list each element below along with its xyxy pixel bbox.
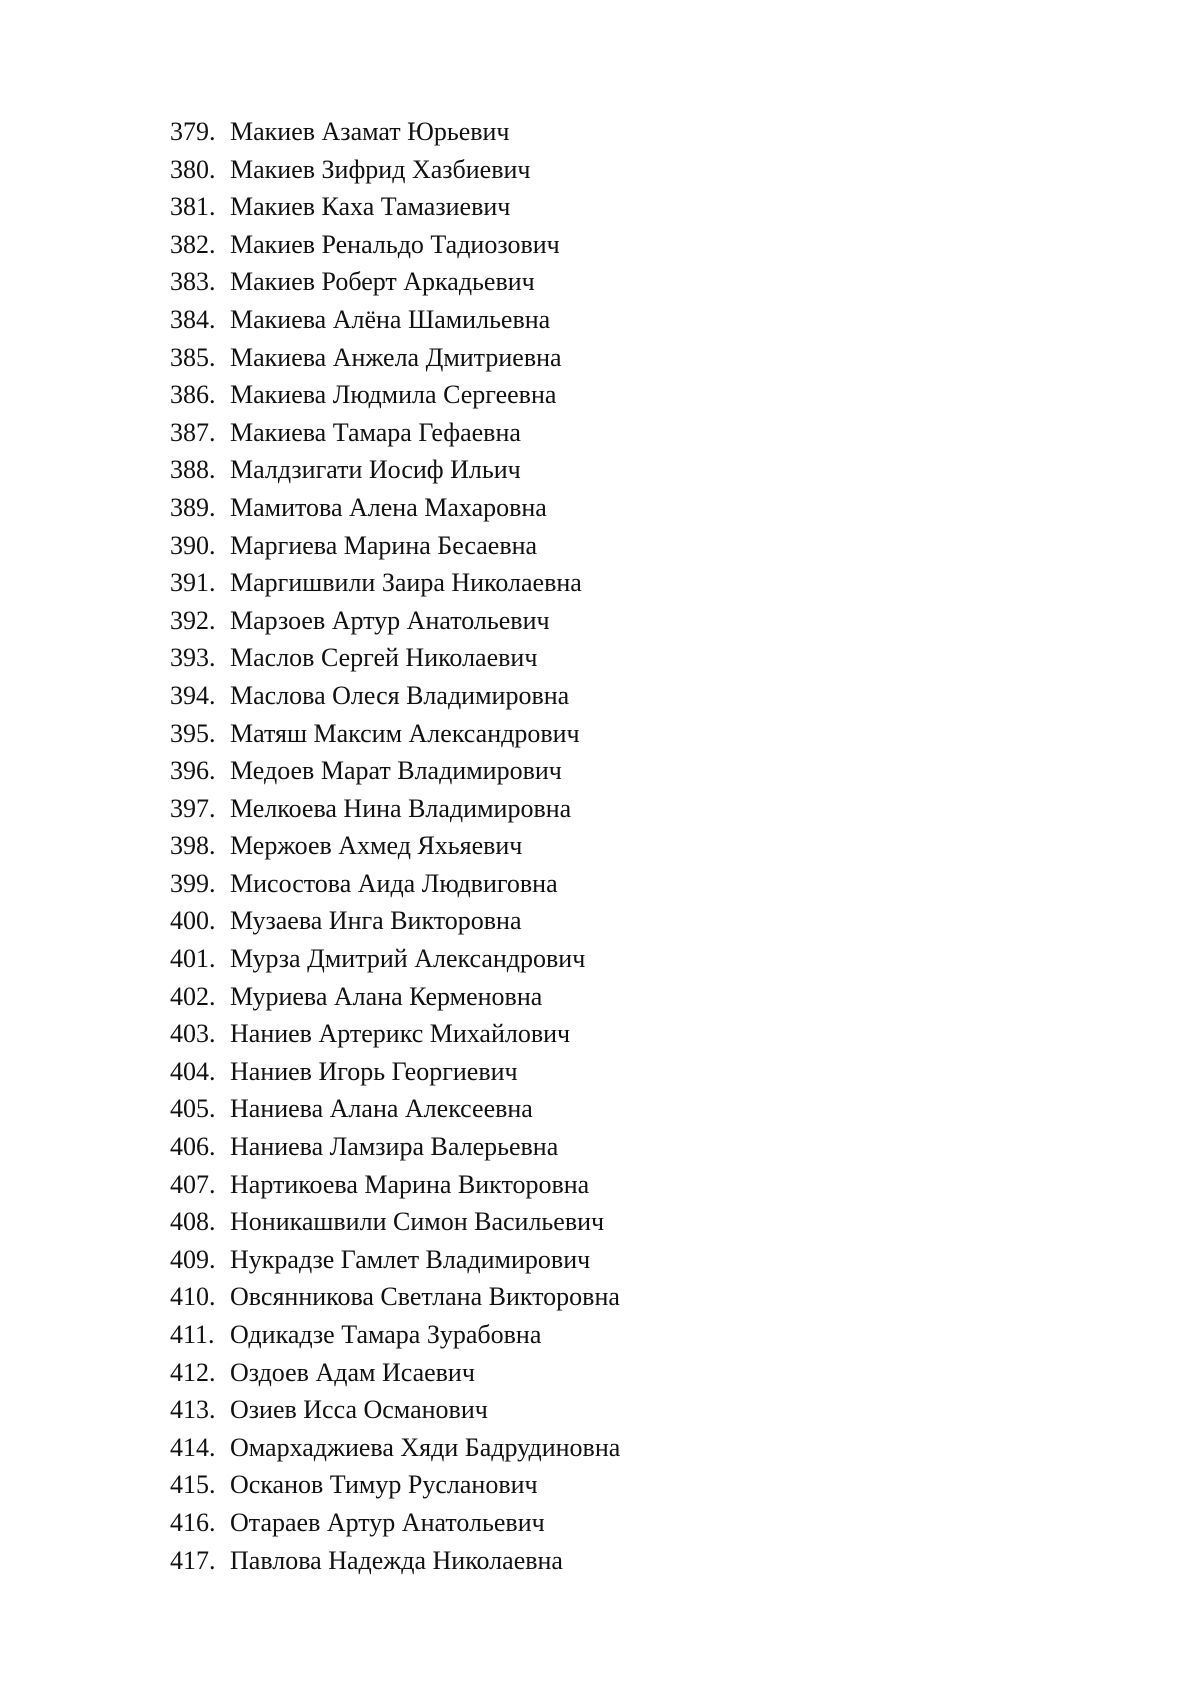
item-name: Макиев Каха Тамазиевич <box>230 192 511 222</box>
list-item <box>170 1128 620 1166</box>
list-item <box>170 1504 620 1542</box>
item-number: 403. <box>170 1019 216 1049</box>
item-number: 387. <box>170 417 216 447</box>
list-item <box>170 1090 620 1128</box>
item-number: 384. <box>170 304 216 334</box>
list-item <box>170 414 620 452</box>
item-number: 408. <box>170 1207 216 1237</box>
item-name: Наниева Алана Алексеевна <box>230 1094 533 1124</box>
item-name: Макиева Алёна Шамильевна <box>230 304 551 334</box>
list-item <box>170 1053 620 1091</box>
item-number: 390. <box>170 530 216 560</box>
item-name: Павлова Надежда Николаевна <box>230 1545 563 1575</box>
item-name: Омархаджиева Хяди Бадрудиновна <box>230 1432 621 1462</box>
item-name: Нукрадзе Гамлет Владимирович <box>230 1244 591 1274</box>
item-name: Мелкоева Нина Владимировна <box>230 793 572 823</box>
list-item <box>170 677 620 715</box>
item-name: Малдзигати Иосиф Ильич <box>230 455 521 485</box>
item-name: Макиев Роберт Аркадьевич <box>230 267 535 297</box>
item-name: Озиев Исса Османович <box>230 1395 488 1425</box>
item-number: 388. <box>170 455 216 485</box>
item-name: Марзоев Артур Анатольевич <box>230 605 550 635</box>
item-number: 407. <box>170 1169 216 1199</box>
list-item <box>170 940 620 978</box>
list-item <box>170 1542 620 1580</box>
item-number: 389. <box>170 492 216 522</box>
item-number: 381. <box>170 192 216 222</box>
item-number: 385. <box>170 342 216 372</box>
list-item <box>170 1316 620 1354</box>
item-name: Мержоев Ахмед Яхьяевич <box>230 831 523 861</box>
item-name: Макиев Азамат Юрьевич <box>230 117 510 146</box>
item-number: 416. <box>170 1507 216 1537</box>
item-name: Наниева Ламзира Валерьевна <box>230 1132 559 1162</box>
list-item <box>170 602 620 640</box>
item-number: 396. <box>170 756 216 786</box>
item-number: 383. <box>170 267 216 297</box>
list-item <box>170 263 620 301</box>
item-number: 417. <box>170 1545 216 1575</box>
item-name: Маргишвили Заира Николаевна <box>230 568 582 598</box>
list-item <box>170 1203 620 1241</box>
item-number: 382. <box>170 229 216 259</box>
item-number: 405. <box>170 1094 216 1124</box>
item-number: 379. <box>170 117 216 146</box>
item-name: Оздоев Адам Исаевич <box>230 1357 475 1387</box>
list-item <box>170 865 620 903</box>
item-name: Макиева Анжела Дмитриевна <box>230 342 562 372</box>
item-name: Наниев Артерикс Михайлович <box>230 1019 571 1049</box>
list-item <box>170 188 620 226</box>
item-name: Маслова Олеся Владимировна <box>230 680 570 710</box>
item-number: 404. <box>170 1056 216 1086</box>
list-item <box>170 902 620 940</box>
list-item <box>170 1391 620 1429</box>
item-number: 393. <box>170 643 216 673</box>
item-name: Макиева Тамара Гефаевна <box>230 417 521 447</box>
list-item <box>170 226 620 264</box>
item-name: Макиев Зифрид Хазбиевич <box>230 154 531 184</box>
item-name: Мамитова Алена Махаровна <box>230 492 547 522</box>
list-item <box>170 376 620 414</box>
item-number: 400. <box>170 906 216 936</box>
list-item <box>170 1241 620 1279</box>
item-name: Музаева Инга Викторовна <box>230 906 522 936</box>
list-item <box>170 1166 620 1204</box>
item-name: Наниев Игорь Георгиевич <box>230 1056 518 1086</box>
item-number: 401. <box>170 944 216 974</box>
item-number: 398. <box>170 831 216 861</box>
list-item <box>170 1354 620 1392</box>
list-item <box>170 151 620 189</box>
item-name: Матяш Максим Александрович <box>230 718 580 748</box>
list-item <box>170 790 620 828</box>
item-name: Макиев Ренальдо Тадиозович <box>230 229 560 259</box>
item-name: Маргиева Марина Бесаевна <box>230 530 538 560</box>
item-number: 412. <box>170 1357 216 1387</box>
item-number: 410. <box>170 1282 216 1312</box>
list-item <box>170 1429 620 1467</box>
list-item <box>170 827 620 865</box>
item-number: 413. <box>170 1395 216 1425</box>
item-name: Ноникашвили Симон Васильевич <box>230 1207 605 1237</box>
item-number: 406. <box>170 1132 216 1162</box>
item-name: Маслов Сергей Николаевич <box>230 643 538 673</box>
list-item <box>170 1015 620 1053</box>
item-number: 409. <box>170 1244 216 1274</box>
item-name: Овсянникова Светлана Викторовна <box>230 1282 620 1312</box>
item-name: Отараев Артур Анатольевич <box>230 1507 545 1537</box>
list-item <box>170 301 620 339</box>
item-number: 414. <box>170 1432 216 1462</box>
list-item <box>170 527 620 565</box>
item-name: Одикадзе Тамара Зурабовна <box>230 1320 542 1349</box>
item-name: Муриева Алана Керменовна <box>230 981 543 1011</box>
list-item <box>170 752 620 790</box>
item-number: 392. <box>170 605 216 635</box>
item-name: Медоев Марат Владимирович <box>230 756 562 786</box>
item-name: Осканов Тимур Русланович <box>230 1470 538 1500</box>
item-number: 402. <box>170 981 216 1011</box>
item-name: Мурза Дмитрий Александрович <box>230 944 586 974</box>
item-number: 397. <box>170 793 216 823</box>
list-item <box>170 564 620 602</box>
item-number: 411. <box>170 1320 215 1349</box>
list-item <box>170 1278 620 1316</box>
item-number: 386. <box>170 380 216 410</box>
name-list <box>170 113 620 1579</box>
item-number: 391. <box>170 568 216 598</box>
list-item <box>170 639 620 677</box>
list-item <box>170 489 620 527</box>
list-item <box>170 339 620 377</box>
list-item <box>170 1466 620 1504</box>
item-number: 394. <box>170 680 216 710</box>
list-item <box>170 113 620 151</box>
item-name: Мисостова Аида Людвиговна <box>230 868 558 898</box>
item-name: Макиева Людмила Сергеевна <box>230 380 557 410</box>
item-number: 415. <box>170 1470 216 1500</box>
list-item <box>170 715 620 753</box>
list-item <box>170 451 620 489</box>
item-number: 380. <box>170 154 216 184</box>
item-number: 395. <box>170 718 216 748</box>
item-name: Нартикоева Марина Викторовна <box>230 1169 590 1199</box>
list-item <box>170 978 620 1016</box>
item-number: 399. <box>170 868 216 898</box>
